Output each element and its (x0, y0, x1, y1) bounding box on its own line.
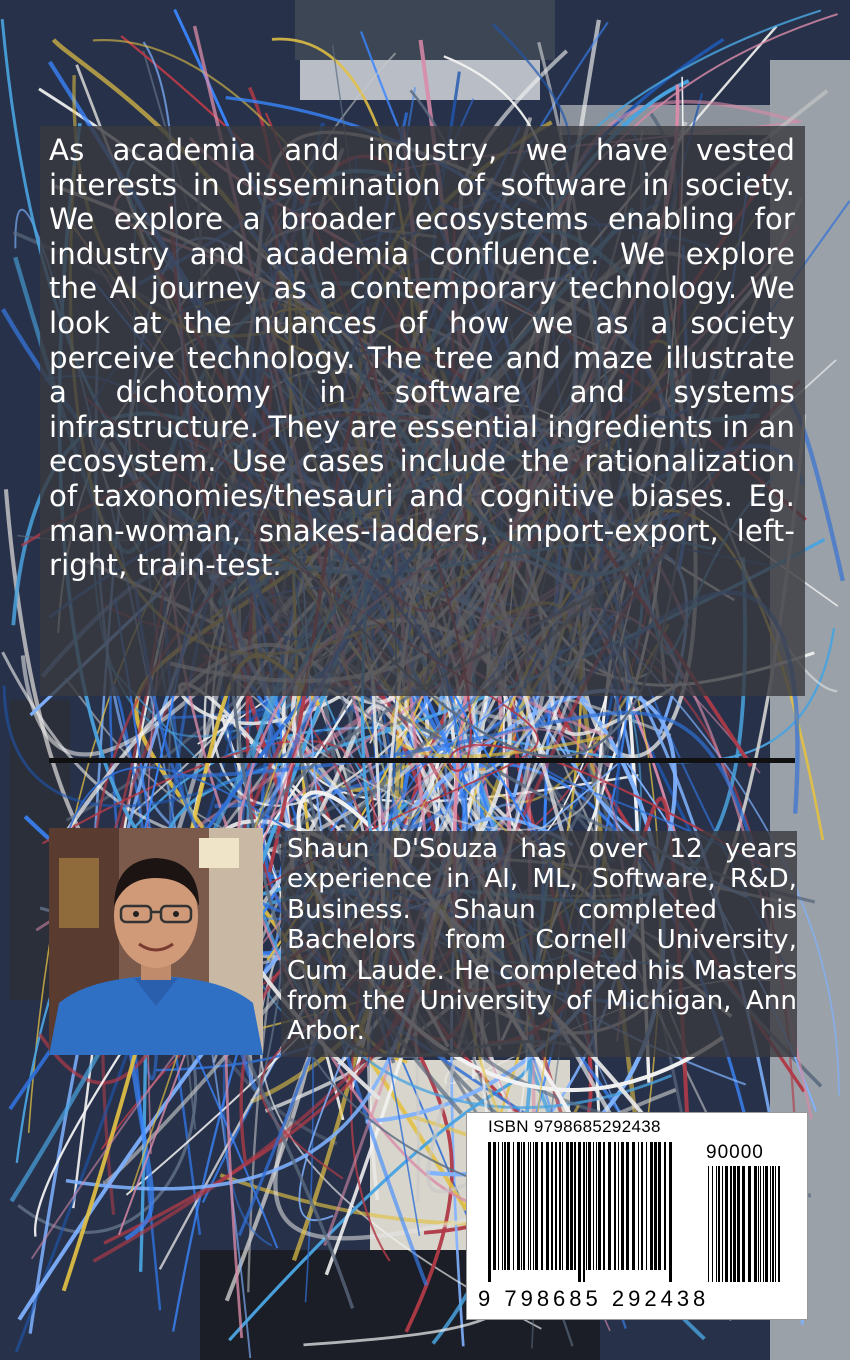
barcode-digits: 9 798685 292438 (478, 1286, 710, 1311)
divider-line (49, 758, 795, 763)
author-bio-text: Shaun D'Souza has over 12 years experience in AI, ML, Software, R&D, Business. Shaun completed his Bachelors from Cornell University, Cum Laude. He completed his Masters from the University of Michigan, Ann Arbor. (287, 834, 797, 1047)
blurb-text: As academia and industry, we have vested interests in dissemination of software in society. We explore a broader ecosystems enabling for industry and academia confluence. We explore the AI journey as a contemporary technology. We look at the nuances of how we as a society perceive technology. The tree and maze illustrate a dichotomy in software and systems infrastructure. They are essential ingredients in an ecosystem. Use cases include the rationalization of taxonomies/thesauri and cognitive biases. Eg. man-woman, snakes-ladders, import-export, left-right, train-test. (49, 133, 795, 583)
barcode-image (484, 1142, 784, 1287)
author-portrait-illustration (49, 828, 263, 1055)
isbn-label: ISBN 9798685292438 (488, 1117, 661, 1136)
price-code: 90000 (706, 1142, 764, 1163)
author-photo (49, 828, 263, 1055)
